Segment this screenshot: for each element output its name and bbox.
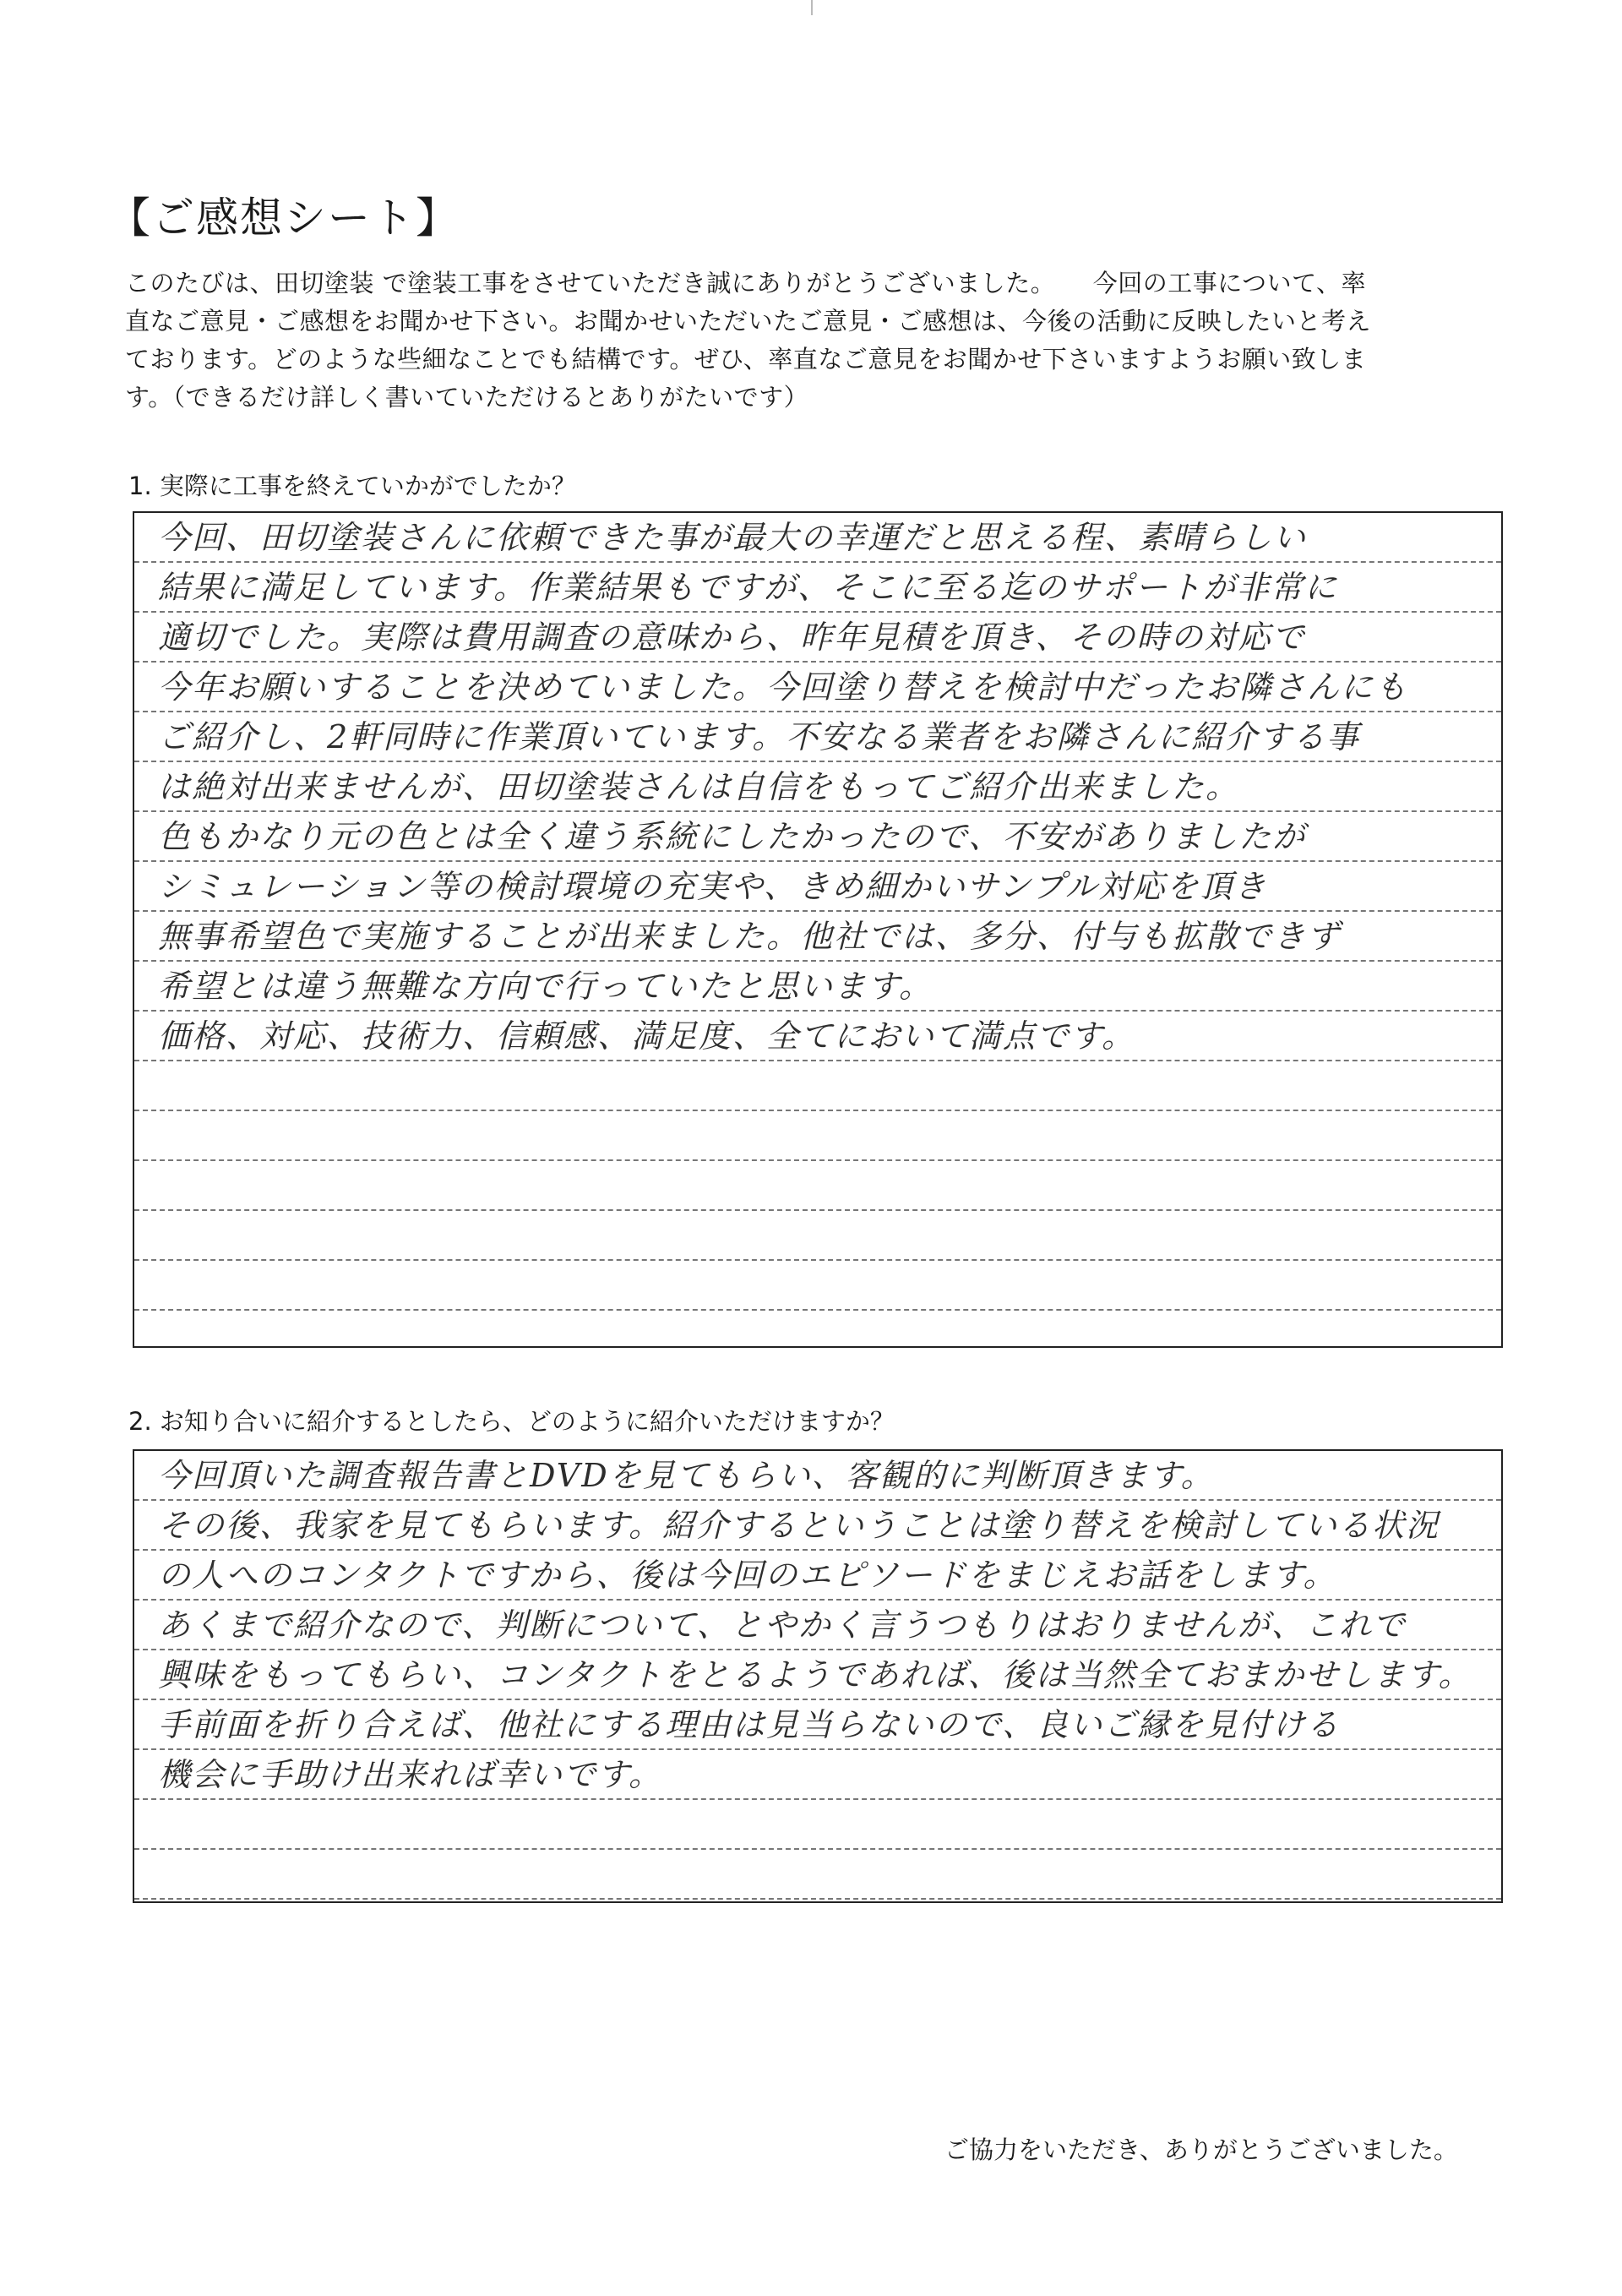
answer-line xyxy=(134,563,1501,613)
closing-message: ご協力をいただき、ありがとうございました。 xyxy=(944,2135,1458,2164)
answer-line xyxy=(134,1501,1501,1551)
answer-line xyxy=(134,1211,1501,1261)
intro-line: す。（できるだけ詳しく書いていただけるとありがたいです） xyxy=(125,383,809,412)
answer-line xyxy=(134,1750,1501,1800)
question-1-label: 1. 実際に工事を終えていかがでしたか？ xyxy=(128,472,576,500)
intro-text xyxy=(125,265,1510,417)
handwritten-text: 機会に手助け出来れば幸いです。 xyxy=(158,1756,662,1793)
answer-line xyxy=(134,1601,1501,1650)
handwritten-text: 興味をもってもらい、コンタクトをとるようであれば、後は当然全ておまかせします。 xyxy=(158,1656,1472,1693)
question-2-label: 2. お知り合いに紹介するとしたら、どのように紹介いただけますか？ xyxy=(128,1407,895,1436)
handwritten-text: 手前面を折り合えば、他社にする理由は見当らないので、良いご縁を見付ける xyxy=(158,1706,1341,1743)
answer-line xyxy=(134,1451,1501,1501)
answer-line xyxy=(134,1261,1501,1311)
answer-line xyxy=(134,513,1501,563)
fold-mark xyxy=(811,0,813,15)
answer-box-1 xyxy=(133,511,1503,1348)
handwritten-text: ご紹介し、2軒同時に作業頂いています。不安なる業者をお隣さんに紹介する事 xyxy=(158,718,1361,755)
intro-line: ております。どのような些細なことでも結構です。ぜひ、率直なご意見をお聞かせ下さいますようお願い致しま xyxy=(125,345,1367,374)
answer-line xyxy=(134,1850,1501,1900)
answer-line xyxy=(134,1800,1501,1850)
handwritten-text: シミュレーション等の検討環境の充実や、きめ細かいサンプル対応を頂き xyxy=(158,868,1268,905)
answer-line xyxy=(134,1111,1501,1161)
answer-line xyxy=(134,912,1501,962)
handwritten-text: 価格、対応、技術力、信頼感、満足度、全てにおいて満点です。 xyxy=(158,1017,1135,1055)
page-title: 【ご感想シート】 xyxy=(108,194,460,243)
answer-line xyxy=(134,1161,1501,1211)
handwritten-text: 今回、田切塗装さんに依頼できた事が最大の幸運だと思える程、素晴らしい xyxy=(158,519,1308,556)
intro-line: 直なご意見・ご感想をお聞かせ下さい。お聞かせいただいたご意見・ご感想は、今後の活動に反映したいと考え xyxy=(125,307,1372,335)
handwritten-text: 無事希望色で実施することが出来ました。他社では、多分、付与も拡散できず xyxy=(158,918,1342,955)
answer-line xyxy=(134,1061,1501,1111)
answer-line xyxy=(134,962,1501,1012)
answer-line xyxy=(134,1012,1501,1061)
answer-line xyxy=(134,1551,1501,1601)
handwritten-text: 色もかなり元の色とは全く違う系統にしたかったので、不安がありましたが xyxy=(158,818,1307,855)
answer-box-2 xyxy=(133,1449,1503,1903)
handwritten-text: の人へのコンタクトですから、後は今回のエピソードをまじえお話をします。 xyxy=(158,1557,1337,1594)
handwritten-text: 結果に満足しています。作業結果もですが、そこに至る迄のサポートが非常に xyxy=(158,569,1338,606)
answer-line xyxy=(134,613,1501,663)
intro-line: このたびは、田切塗装 で塗装工事をさせていただき誠にありがとうございました。 今回の工事について、率 xyxy=(125,269,1367,297)
handwritten-text: 希望とは違う無難な方向で行っていたと思います。 xyxy=(158,968,933,1005)
answer-line xyxy=(134,712,1501,762)
answer-line xyxy=(134,1650,1501,1700)
handwritten-text: 今回頂いた調査報告書とDVDを見てもらい、客観的に判断頂きます。 xyxy=(158,1457,1215,1494)
handwritten-text: 今年お願いすることを決めていました。今回塗り替えを検討中だったお隣さんにも xyxy=(158,668,1409,706)
handwritten-text: あくまで紹介なので、判断について、とやかく言うつもりはおりませんが、これで xyxy=(158,1606,1407,1644)
handwritten-text: その後、我家を見てもらいます。紹介するということは塗り替えを検討している状況 xyxy=(158,1507,1440,1544)
answer-line xyxy=(134,812,1501,862)
answer-line xyxy=(134,862,1501,912)
answer-line xyxy=(134,762,1501,812)
answer-line xyxy=(134,1700,1501,1750)
handwritten-text: は絶対出来ませんが、田切塗装さんは自信をもってご紹介出来ました。 xyxy=(158,768,1240,805)
answer-line xyxy=(134,663,1501,712)
handwritten-text: 適切でした。実際は費用調査の意味から、昨年見積を頂き、その時の対応で xyxy=(158,619,1306,656)
